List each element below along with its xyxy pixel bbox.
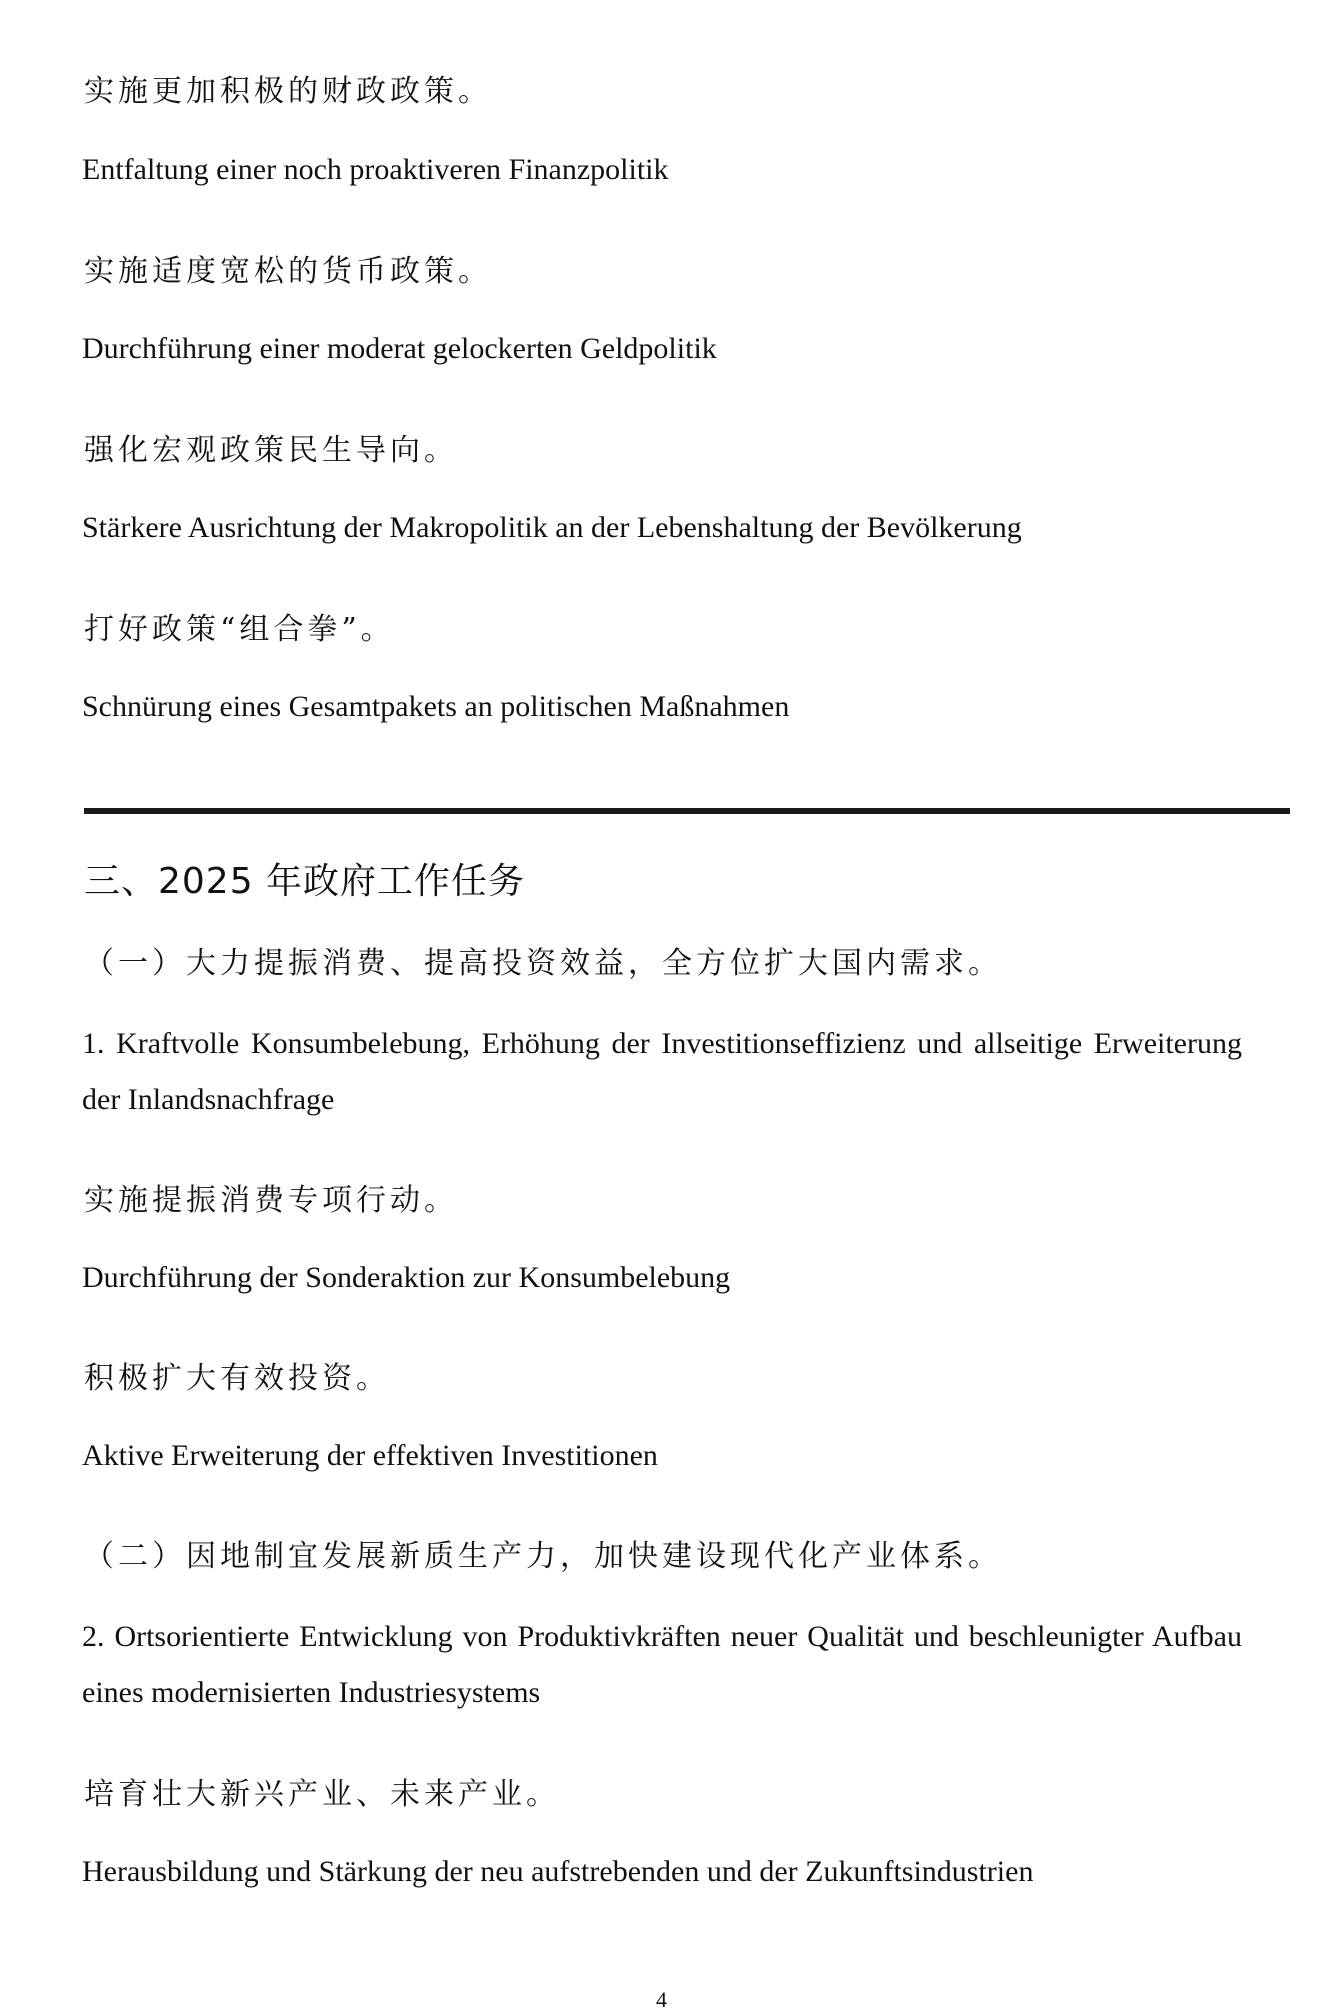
german-line: Entfaltung einer noch proaktiveren Finanzpolitik — [82, 153, 669, 186]
german-line: Durchführung einer moderat gelockerten Geldpolitik — [82, 332, 717, 365]
subsection-title-german: 1. Kraftvolle Konsumbelebung, Erhöhung der Investitionseffizienz und allseitige Erweiterung der Inlandsnachfrage — [82, 1027, 1242, 1116]
german-line: Herausbildung und Stärkung der neu aufstrebenden und der Zukunftsindustrien — [82, 1855, 1034, 1888]
section-heading: 三、2025 年政府工作任务 — [84, 861, 526, 902]
chinese-line: 打好政策“组合拳”。 — [84, 612, 395, 647]
subsection-title-chinese: （二）因地制宜发展新质生产力，加快建设现代化产业体系。 — [84, 1539, 1002, 1574]
subsection-title-german: 2. Ortsorientierte Entwicklung von Produktivkräften neuer Qualität und beschleunigter Aufbau eines modernisierten Industriesystems — [82, 1620, 1242, 1709]
chinese-line: 实施提振消费专项行动。 — [84, 1183, 458, 1218]
chinese-line: 实施适度宽松的货币政策。 — [84, 254, 492, 289]
german-line: Aktive Erweiterung der effektiven Investitionen — [82, 1439, 658, 1472]
german-line: Durchführung der Sonderaktion zur Konsumbelebung — [82, 1261, 731, 1294]
section-divider — [84, 808, 1290, 814]
chinese-line: 强化宏观政策民生导向。 — [84, 433, 458, 468]
chinese-line: 实施更加积极的财政政策。 — [84, 74, 492, 109]
german-line: Stärkere Ausrichtung der Makropolitik an der Lebenshaltung der Bevölkerung — [82, 511, 1022, 544]
subsection-title-chinese: （一）大力提振消费、提高投资效益，全方位扩大国内需求。 — [84, 946, 1002, 981]
german-line: Schnürung eines Gesamtpakets an politischen Maßnahmen — [82, 690, 790, 723]
chinese-line: 培育壮大新兴产业、未来产业。 — [84, 1777, 560, 1812]
page-number: 4 — [656, 1987, 667, 2012]
chinese-line: 积极扩大有效投资。 — [84, 1361, 390, 1396]
